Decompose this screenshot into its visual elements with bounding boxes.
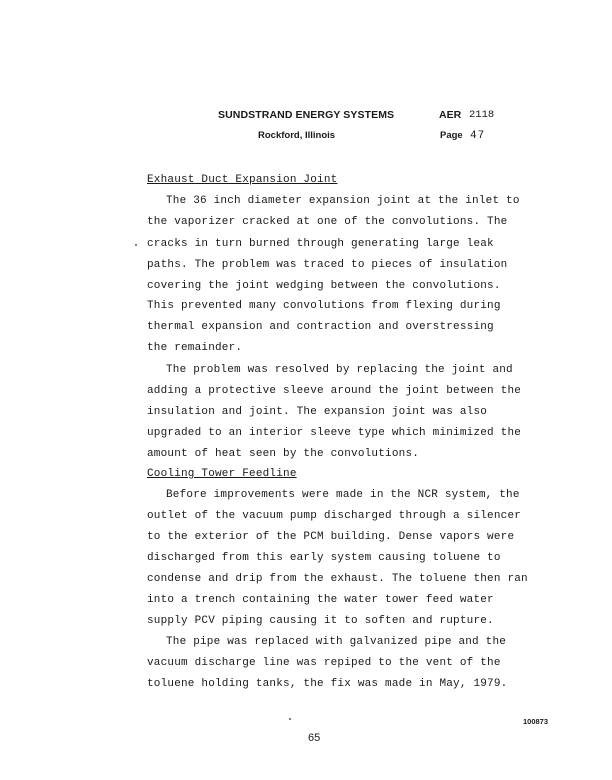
scan-speck (289, 718, 291, 720)
paragraph-line: upgraded to an interior sleeve type which minimized the (147, 427, 522, 439)
aer-label: AER (439, 109, 462, 121)
paragraph-line: supply PCV piping causing it to soften and rupture. (147, 615, 494, 627)
scan-speck (135, 244, 137, 246)
paragraph-line: paths. The problem was traced to pieces of insulation (147, 259, 508, 271)
paragraph-line: covering the joint wedging between the convolutions. (147, 280, 501, 292)
paragraph-line: discharged from this early system causing toluene to (147, 552, 501, 564)
paragraph-line: adding a protective sleeve around the joint between the (147, 385, 522, 397)
paragraph-line: insulation and joint. The expansion joint was also (147, 406, 488, 418)
paragraph-line: The problem was resolved by replacing the joint and (166, 364, 513, 376)
paragraph-line: into a trench containing the water tower feed water (147, 594, 494, 606)
paragraph-line: This prevented many convolutions from flexing during (147, 300, 501, 312)
paragraph-line: Before improvements were made in the NCR system, the (166, 489, 520, 501)
footer-page-number: 65 (308, 732, 321, 744)
paragraph-line: cracks in turn burned through generating large leak (147, 238, 494, 250)
company-name: SUNDSTRAND ENERGY SYSTEMS (218, 109, 395, 121)
header-page-number: 47 (470, 130, 486, 142)
paragraph-line: amount of heat seen by the convolutions. (147, 448, 420, 460)
paragraph-line: the vaporizer cracked at one of the convolutions. The (147, 216, 508, 228)
page-label: Page (440, 130, 463, 141)
paragraph-line: thermal expansion and contraction and overstressing (147, 321, 494, 333)
section-heading-cooling-tower: Cooling Tower Feedline (147, 468, 297, 480)
document-reference-number: 100873 (523, 717, 549, 726)
paragraph-line: The pipe was replaced with galvanized pipe and the (166, 636, 507, 648)
paragraph-line: vacuum discharge line was repiped to the vent of the (147, 657, 501, 669)
paragraph-line: The 36 inch diameter expansion joint at the inlet to (166, 195, 520, 207)
section-heading-exhaust-duct: Exhaust Duct Expansion Joint (147, 174, 338, 186)
paragraph-line: to the exterior of the PCM building. Dense vapors were (147, 531, 515, 543)
paragraph-line: outlet of the vacuum pump discharged through a silencer (147, 510, 522, 522)
paragraph-line: condense and drip from the exhaust. The toluene then ran (147, 573, 528, 585)
paragraph-line: toluene holding tanks, the fix was made in May, 1979. (147, 678, 508, 690)
company-location: Rockford, Illinois (258, 130, 336, 141)
aer-number: 2118 (469, 109, 495, 121)
paragraph-line: the remainder. (147, 342, 243, 354)
